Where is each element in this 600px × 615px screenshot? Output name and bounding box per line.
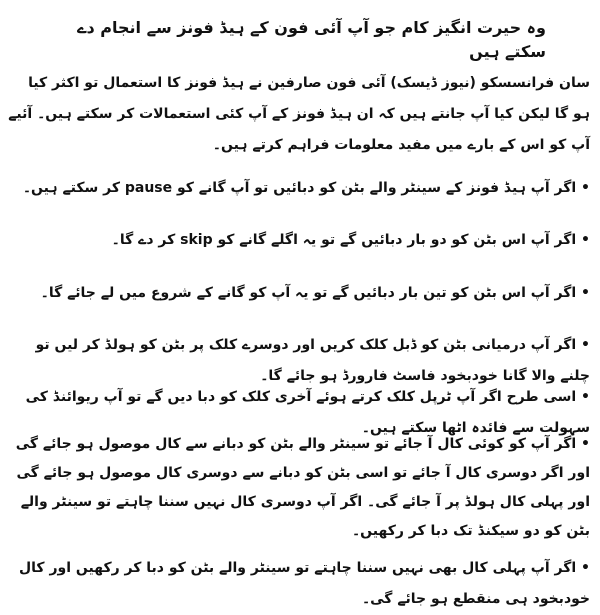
intro-paragraph: سان فرانسسکو (نیوز ڈیسک) آئی فون صارفین نے ہیڈ فونز کا استعمال تو اکثر کیا ہو گا لیکن کیا آپ جانتے ہیں کہ ان ہیڈ فونز کے آپ کئی استعمالات کر سکتے ہیں۔ آئیے آپ کو اس کے بارے میں مفید معلومات فراہم کرتے ہیں۔ bbox=[8, 75, 590, 153]
bullet-item-skip: • اگر آپ اس بٹن کو دو بار دبائیں گے تو یہ اگلے گانے کو skip کر دے گا۔ bbox=[111, 232, 590, 248]
article-title: وہ حیرت انگیز کام جو آپ آئی فون کے ہیڈ فونز سے انجام دے سکتے ہیں bbox=[77, 18, 546, 61]
bullet-item-call-handling: • اگر آپ کو کوئی کال آ جائے تو سینٹر والے بٹن کو دبانے سے کال موصول ہو جائے گی اور اگر دوسری کال آ جائے تو اسی بٹن کو دبانے سے دوسری کال موصول ہو جائے گی اور پہلی کال ہولڈ پر آ جائے گی۔ اگر آپ دوسری کال نہیں سننا چاہتے تو سینٹر والے بٹن کو دو سیکنڈ تک دبا کر رکھیں۔ bbox=[15, 436, 590, 539]
bullet-item-fast-forward: • اگر آپ درمیانی بٹن کو ڈبل کلک کریں اور دوسرے کلک پر بٹن کو ہولڈ کر لیں تو چلنے والا گانا خودبخود فاسٹ فارورڈ ہو جائے گا۔ bbox=[35, 337, 590, 384]
bullet-item-rewind: • اسی طرح اگر آپ ٹرپل کلک کرتے ہوئے آخری کلک کو دبا دیں گے تو آپ ریوائنڈ کی سہولت سے فائدہ اٹھا سکتے ہیں۔ bbox=[25, 389, 590, 436]
bullet-item-pause: • اگر آپ ہیڈ فونز کے سینٹر والے بٹن کو دبائیں تو آپ گانے کو pause کر سکتے ہیں۔ bbox=[22, 180, 590, 196]
bullet-item-end-call: • اگر آپ پہلی کال بھی نہیں سننا چاہتے تو سینٹر والے بٹن کو دبا کر رکھیں اور کال خودبخود ہی منقطع ہو جائے گی۔ bbox=[19, 560, 590, 607]
bullet-item-restart: • اگر آپ اس بٹن کو تین بار دبائیں گے تو یہ آپ کو گانے کے شروع میں لے جائے گا۔ bbox=[40, 285, 590, 301]
